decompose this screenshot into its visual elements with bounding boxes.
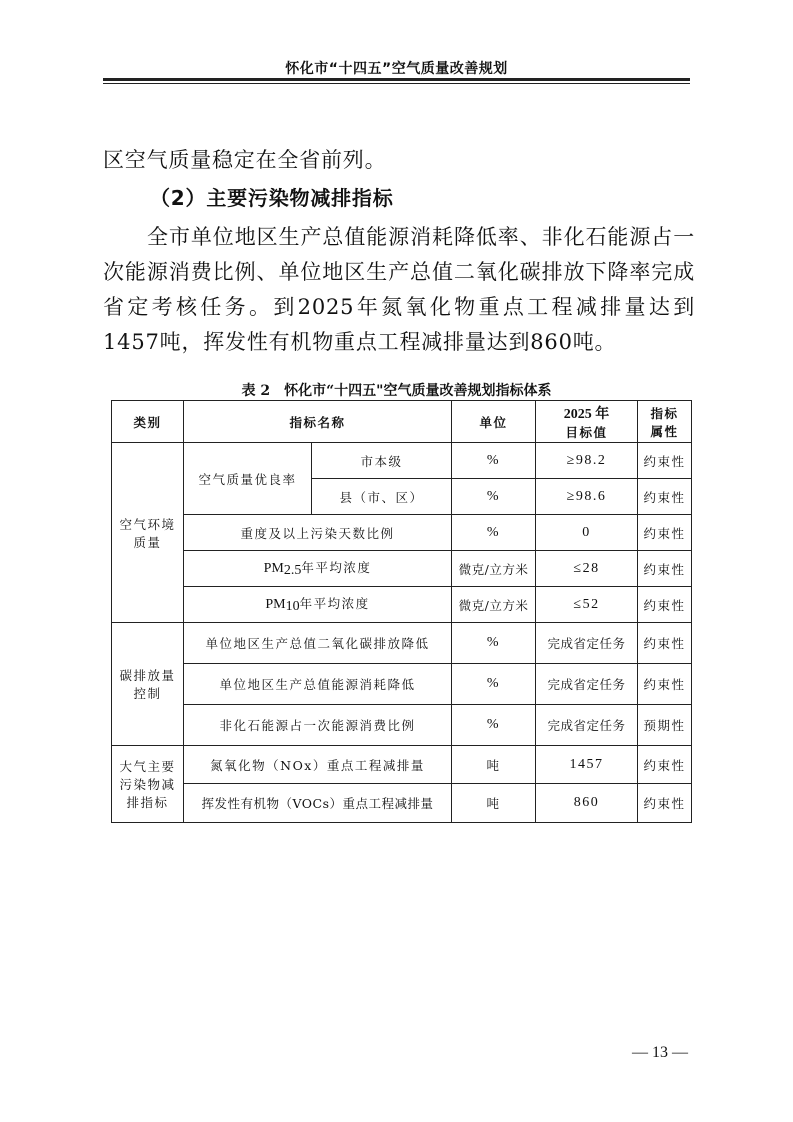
table-row xyxy=(112,623,692,664)
target-cell: 860 xyxy=(536,784,638,823)
header-rule-thick xyxy=(103,78,690,81)
group-air-quality: 空气环境质量 xyxy=(112,443,184,623)
sub-indicator: 市本级 xyxy=(312,443,452,479)
indicator-name: 重度及以上污染天数比例 xyxy=(184,515,452,551)
target-cell: ≤52 xyxy=(536,587,638,623)
attribute-cell: 约束性 xyxy=(638,551,692,587)
running-header-title: 怀化市“十四五”空气质量改善规划 xyxy=(285,61,508,77)
section-heading: （2）主要污染物减排指标 xyxy=(150,186,394,210)
target-cell: 完成省定任务 xyxy=(536,623,638,664)
header-category: 类别 xyxy=(112,401,184,443)
header-rule-thin xyxy=(103,83,690,84)
sub-indicator: 县（市、区） xyxy=(312,479,452,515)
indicator-name: 单位地区生产总值二氧化碳排放降低 xyxy=(184,623,452,664)
indicator-name: 氮氧化物（NOx）重点工程减排量 xyxy=(184,746,452,784)
attribute-cell: 约束性 xyxy=(638,746,692,784)
group-carbon: 碳排放量控制 xyxy=(112,623,184,746)
target-cell: 1457 xyxy=(536,746,638,784)
indicator-name: 空气质量优良率 xyxy=(184,443,312,515)
indicator-name: 非化石能源占一次能源消费比例 xyxy=(184,705,452,746)
unit-cell: % xyxy=(452,479,536,515)
header-target: 2025 年 目标值 xyxy=(536,401,638,443)
table-row xyxy=(112,784,692,823)
unit-cell: % xyxy=(452,623,536,664)
indicator-name: 挥发性有机物（VOCs）重点工程减排量 xyxy=(184,784,452,823)
table-row xyxy=(112,705,692,746)
paragraph-continuation: 区空气质量稳定在全省前列。 xyxy=(103,148,387,172)
attribute-cell: 预期性 xyxy=(638,705,692,746)
unit-cell: % xyxy=(452,443,536,479)
unit-cell: % xyxy=(452,515,536,551)
header-indicator: 指标名称 xyxy=(184,401,452,443)
attribute-cell: 约束性 xyxy=(638,623,692,664)
target-cell: 完成省定任务 xyxy=(536,705,638,746)
page-number: — 13 — xyxy=(632,1044,688,1061)
attribute-cell: 约束性 xyxy=(638,515,692,551)
attribute-cell: 约束性 xyxy=(638,784,692,823)
target-cell: 完成省定任务 xyxy=(536,664,638,705)
indicator-name: $PM_{2.5}$年平均浓度 xyxy=(184,551,452,587)
unit-cell: 微克/立方米 xyxy=(452,551,536,587)
table-row xyxy=(112,443,692,479)
indicator-name: $PM_{10}$年平均浓度 xyxy=(184,587,452,623)
unit-cell: 吨 xyxy=(452,784,536,823)
target-cell: ≤28 xyxy=(536,551,638,587)
attribute-cell: 约束性 xyxy=(638,443,692,479)
group-pollutant: 大气主要污染物减排指标 xyxy=(112,746,184,823)
table-row xyxy=(112,746,692,784)
table-row xyxy=(112,587,692,623)
target-cell: 0 xyxy=(536,515,638,551)
table-caption: 表 2 怀化市“十四五"空气质量改善规划指标体系 xyxy=(241,383,552,399)
attribute-cell: 约束性 xyxy=(638,587,692,623)
target-cell: ≥98.6 xyxy=(536,479,638,515)
unit-cell: % xyxy=(452,705,536,746)
header-attribute: 指标 属性 xyxy=(638,401,692,443)
table-row xyxy=(112,551,692,587)
attribute-cell: 约束性 xyxy=(638,664,692,705)
table-row xyxy=(112,515,692,551)
attribute-cell: 约束性 xyxy=(638,479,692,515)
unit-cell: 微克/立方米 xyxy=(452,587,536,623)
table-row xyxy=(112,664,692,705)
header-unit: 单位 xyxy=(452,401,536,443)
indicator-table xyxy=(111,400,692,823)
indicator-name: 单位地区生产总值能源消耗降低 xyxy=(184,664,452,705)
table-header-row xyxy=(112,401,692,443)
paragraph-reduction-targets: 全市单位地区生产总值能源消耗降低率、非化石能源占一次能源消费比例、单位地区生产总值二氧化碳排放下降率完成省定考核任务。到2025年氮氧化物重点工程减排量达到1457吨，挥发性有机物重点工程减排量达到860吨。 xyxy=(103,225,695,354)
unit-cell: % xyxy=(452,664,536,705)
target-cell: ≥98.2 xyxy=(536,443,638,479)
unit-cell: 吨 xyxy=(452,746,536,784)
